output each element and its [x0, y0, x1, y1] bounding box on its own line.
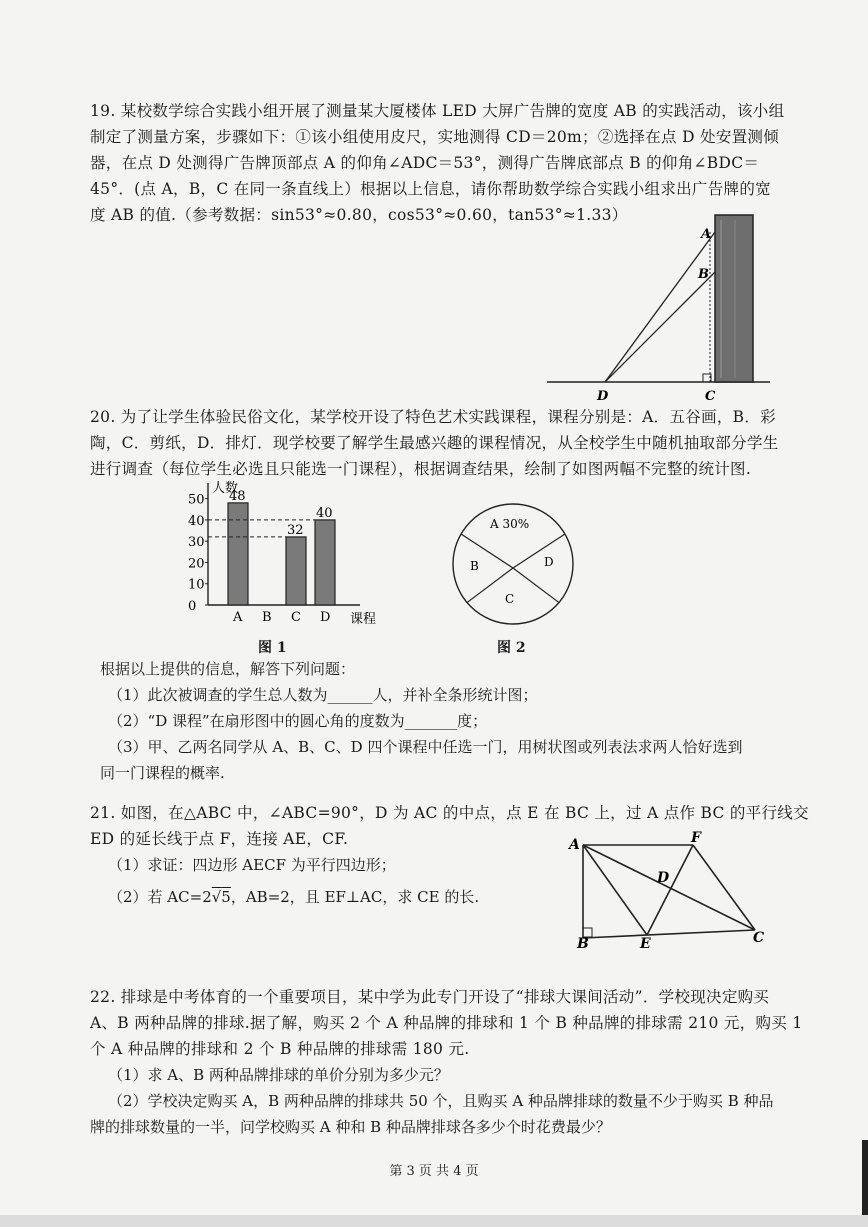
label-c: C [753, 930, 765, 946]
pie-slice-label: D [544, 555, 554, 569]
q19-line-4: 45°．(点 A，B，C 在同一条直线上）根据以上信息，请你帮助数学综合实践小组求出广告牌的宽 [90, 180, 771, 198]
line-da [605, 232, 715, 382]
q22-sub2b: 牌的排球数量的一半，问学校购买 A 种和 B 种品牌排球各多少个时花费最少？ [90, 1118, 611, 1136]
pie-slice-divider [513, 568, 559, 603]
y-tick-label: 10 [188, 577, 205, 593]
pie-slice-label: B [470, 559, 479, 573]
y-tick-label: 40 [188, 513, 205, 529]
y-tick-label: 20 [188, 556, 205, 572]
bar-chart [170, 478, 390, 628]
category-label: B [262, 610, 272, 625]
fig2-caption: 图 2 [497, 640, 526, 656]
y-tick-label: 50 [188, 492, 205, 508]
line-db [605, 272, 715, 382]
q21-line-2: ED 的延长线于点 F，连接 AE，CF. [90, 830, 349, 848]
x-axis-label: 课程 [350, 612, 377, 627]
q19-line-3: 器，在点 D 处测得广告牌顶部点 A 的仰角∠ADC＝53°，测得广告牌底部点 B 的仰角∠BDC＝ [90, 154, 760, 172]
segment-ae [583, 845, 647, 935]
page-footer: 第 3 页 共 4 页 [389, 1164, 479, 1179]
q21-parallelogram-figure [565, 830, 775, 950]
q22-sub1: （1）求 A、B 两种品牌排球的单价分别为多少元？ [108, 1066, 449, 1084]
label-e: E [640, 936, 651, 950]
label-b: B [577, 936, 589, 950]
label-c: C [705, 389, 716, 404]
pie-slice-label: A 30% [490, 517, 530, 531]
label-a: A [701, 227, 712, 242]
q20-sub3a: （3）甲、乙两名同学从 A、B、C、D 四个课程中任选一门，用树状图或列表法求两人恰好选到 [108, 738, 743, 756]
pie-slice-divider [513, 534, 565, 568]
segment-ac [583, 845, 755, 930]
q20-line-2: 陶，C．剪纸，D．排灯．现学校要了解学生最感兴趣的课程情况，从全校学生中随机抽取部分学生 [90, 434, 779, 452]
q21-line-1: 21. 如图，在△ABC 中，∠ABC=90°，D 为 AC 的中点，点 E 在 BC 上，过 A 点作 BC 的平行线交 [90, 804, 809, 822]
fig1-caption: 图 1 [258, 640, 287, 656]
q20-sub2: （2）“D 课程”在扇形图中的圆心角的度数为_______度； [108, 712, 488, 730]
label-b: B [698, 267, 709, 282]
y-tick-label: 30 [188, 535, 205, 551]
q19-building-figure [545, 210, 775, 405]
q20-line-3: 进行调查（每位学生必选且只能选一门课程），根据调查结果，绘制了如图两幅不完整的统计图. [90, 460, 752, 478]
label-f: F [691, 830, 701, 846]
q21-sub2: （2）若 AC=2√5，AB=2，且 EF⊥AC，求 CE 的长. [108, 888, 480, 906]
sqrt-radical: √5 [211, 888, 231, 906]
bar [315, 520, 335, 605]
segment-fc [693, 845, 755, 930]
label-a: A [569, 837, 580, 853]
q22-line-1: 22. 排球是中考体育的一个重要项目，某中学为此专门开设了“排球大课间活动”．学校现决定购买 [90, 988, 770, 1006]
data-label: 32 [287, 522, 304, 538]
scan-edge [862, 1140, 868, 1227]
pie-slice-divider [461, 534, 513, 568]
q21-sub1: （1）求证：四边形 AECF 为平行四边形； [108, 856, 396, 874]
q19-line-5: 度 AB 的值.（参考数据：sin53°≈0.80，cos53°≈0.60，tan53°≈1.33） [90, 206, 628, 224]
q22-sub2a: （2）学校决定购买 A，B 两种品牌的排球共 50 个，且购买 A 种品牌排球的数量不少于购买 B 种品 [108, 1092, 774, 1110]
q20-intro: 根据以上提供的信息，解答下列问题： [100, 660, 356, 678]
q19-line-2: 制定了测量方案，步骤如下：①该小组使用皮尺，实地测得 CD＝20m；②选择在点 D 处安置测倾 [90, 128, 780, 146]
category-label: D [320, 610, 331, 625]
bar [228, 503, 248, 605]
q20-sub1: （1）此次被调查的学生总人数为______人，并补全条形统计图； [108, 686, 538, 704]
category-label: C [291, 610, 301, 625]
y-axis-label: 人数 [212, 481, 239, 496]
q20-line-1: 20. 为了让学生体验民俗文化，某学校开设了特色艺术实践课程，课程分别是：A．五谷画，B．彩 [90, 408, 776, 426]
segment-ef [647, 845, 693, 935]
q19-line-1: 19. 某校数学综合实践小组开展了测量某大厦楼体 LED 大屏广告牌的宽度 AB 的实践活动，该小组 [90, 102, 785, 120]
q22-line-3: 个 A 种品牌的排球和 2 个 B 种品牌的排球需 180 元. [90, 1040, 470, 1058]
q20-sub3b: 同一门课程的概率. [100, 764, 225, 782]
data-label: 48 [229, 488, 246, 504]
scan-bottom-band [0, 1215, 868, 1227]
segment-bc [583, 930, 755, 938]
y-tick-label: 0 [188, 599, 197, 614]
pie-slice-label: C [505, 592, 515, 606]
pie-chart [448, 500, 578, 630]
bar [286, 537, 306, 605]
label-d: D [597, 389, 609, 404]
category-label: A [233, 610, 243, 625]
q22-line-2: A、B 两种品牌的排球.据了解，购买 2 个 A 种品牌的排球和 1 个 B 种品牌的排球需 210 元，购买 1 [90, 1014, 803, 1032]
label-d: D [657, 870, 670, 886]
data-label: 40 [316, 505, 333, 521]
